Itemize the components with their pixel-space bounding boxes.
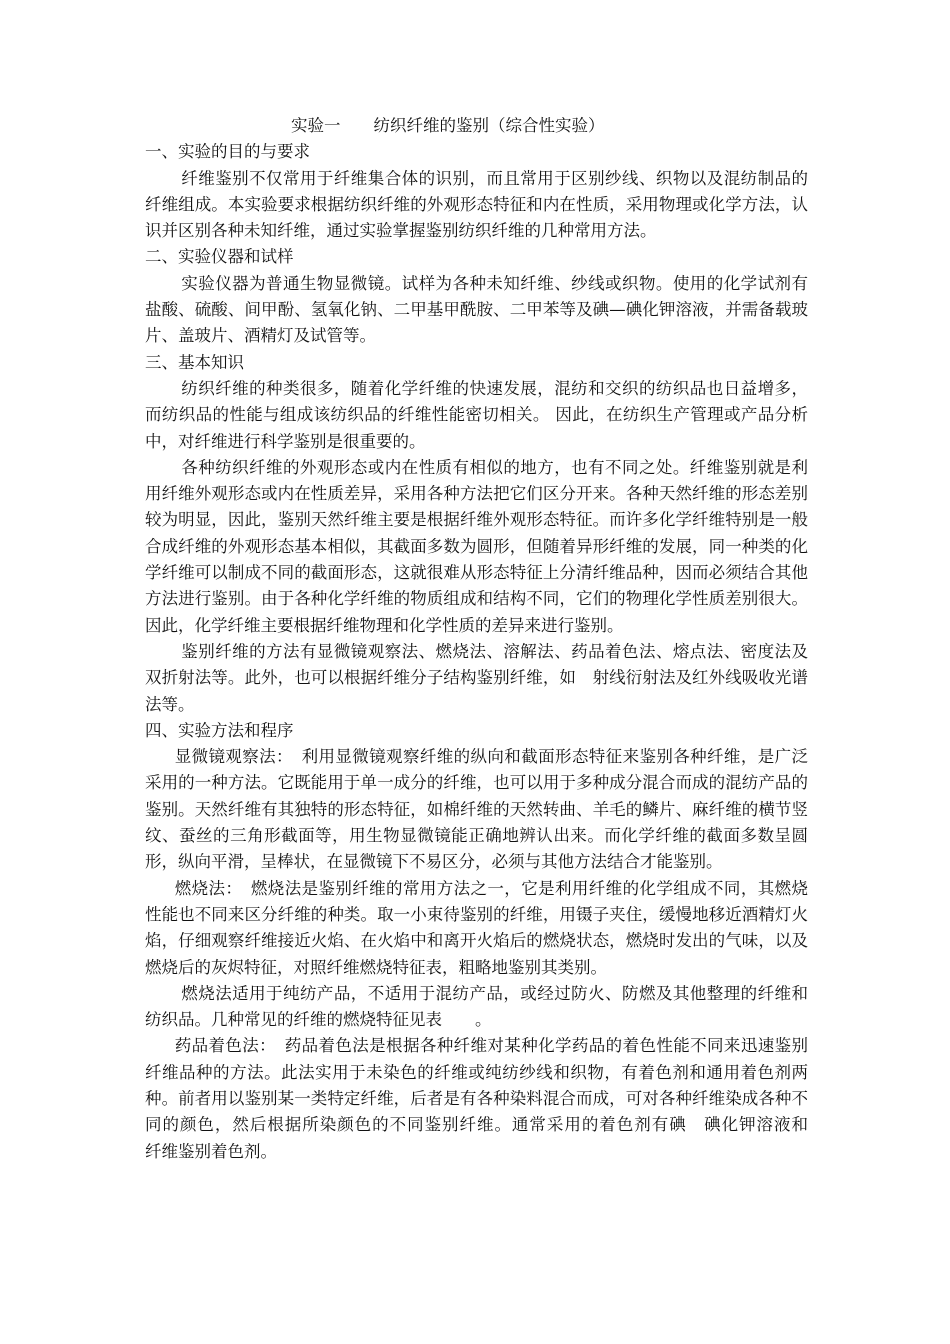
paragraph: 纺织纤维的种类很多，随着化学纤维的快速发展，混纺和交织的纺织品也日益增多，而纺织品的性能与组成该纺织品的纤维性能密切相关。 因此，在纺织生产管理或产品分析中，对纤维进行科学鉴别是很重要的。 [145, 378, 808, 451]
paragraph: 药品着色法： 药品着色法是根据各种纤维对某种化学药品的着色性能不同来迅速鉴别纤维品种的方法。此法实用于未染色的纤维或纯纺纱线和织物，有着色剂和通用着色剂两种。前者用以鉴别某一类特定纤维，后者是有各种染料混合而成，可对各种纤维染成各种不同的颜色，然后根据所染颜色的不同鉴别纤维。通常采用的着色剂有碘 碘化钾溶液和 纤维鉴别着色剂。 [145, 1036, 841, 1161]
paragraph: 鉴别纤维的方法有显微镜观察法、燃烧法、溶解法、药品着色法、熔点法、密度法及双折射法等。此外，也可以根据纤维分子结构鉴别纤维，如 射线衍射法及红外线吸收光谱法等。 [145, 641, 808, 714]
section-heading-instruments: 二、实验仪器和试样 [145, 247, 294, 267]
paragraph: 燃烧法： 燃烧法是鉴别纤维的常用方法之一，它是利用纤维的化学组成不同，其燃烧性能也不同来区分纤维的种类。取一小束待鉴别的纤维，用镊子夹住，缓慢地移近酒精灯火焰，仔细观察纤维接近火焰、在火焰中和离开火焰后的燃烧状态，燃烧时发出的气味，以及燃烧后的灰烬特征，对照纤维燃烧特征表，粗略地鉴别其类别。 [145, 878, 808, 977]
section-heading-purpose: 一、实验的目的与要求 [145, 142, 310, 162]
paragraph: 实验仪器为普通生物显微镜。试样为各种未知纤维、纱线或织物。使用的化学试剂有盐酸、硫酸、间甲酚、氢氧化钠、二甲基甲酰胺、二甲苯等及碘—碘化钾溶液，并需备载玻片、盖玻片、酒精灯及试管等。 [145, 273, 808, 346]
document-body [145, 113, 841, 1165]
document-title: 实验一 纺织纤维的鉴别（综合性实验） [291, 116, 605, 135]
paragraph: 显微镜观察法： 利用显微镜观察纤维的纵向和截面形态特征来鉴别各种纤维，是广泛采用的一种方法。它既能用于单一成分的纤维，也可以用于多种成分混合而成的混纺产品的鉴别。天然纤维有其独特的形态特征，如棉纤维的天然转曲、羊毛的鳞片、麻纤维的横节竖纹、蚕丝的三角形截面等，用生物显微镜能正确地辨认出来。而化学纤维的截面多数呈圆形，纵向平滑，呈棒状，在显微镜下不易区分，必须与其他方法结合才能鉴别。 [145, 747, 808, 872]
paragraph: 燃烧法适用于纯纺产品，不适用于混纺产品，或经过防火、防燃及其他整理的纤维和纺织品。几种常见的纤维的燃烧特征见表 。 [145, 983, 808, 1030]
section-heading-methods: 四、实验方法和程序 [145, 720, 294, 740]
paragraph: 各种纺织纤维的外观形态或内在性质有相似的地方，也有不同之处。纤维鉴别就是利用纤维外观形态或内在性质差异，采用各种方法把它们区分开来。各种天然纤维的形态差别较为明显，因此，鉴别天然纤维主要是根据纤维外观形态特征。而许多化学纤维特别是一般合成纤维的外观形态基本相似，其截面多数为圆形，但随着异形纤维的发展，同一种类的化学纤维可以制成不同的截面形态，这就很难从形态特征上分清纤维品种，因而必须结合其他方法进行鉴别。由于各种化学纤维的物质组成和结构不同，它们的物理化学性质差别很大。因此，化学纤维主要根据纤维物理和化学性质的差异来进行鉴别。 [145, 457, 808, 635]
section-heading-basics: 三、基本知识 [145, 352, 244, 372]
paragraph: 纤维鉴别不仅常用于纤维集合体的识别，而且常用于区别纱线、织物以及混纺制品的纤维组成。本实验要求根据纺织纤维的外观形态特征和内在性质，采用物理或化学方法，认识并区别各种未知纤维，通过实验掌握鉴别纺织纤维的几种常用方法。 [145, 168, 808, 241]
